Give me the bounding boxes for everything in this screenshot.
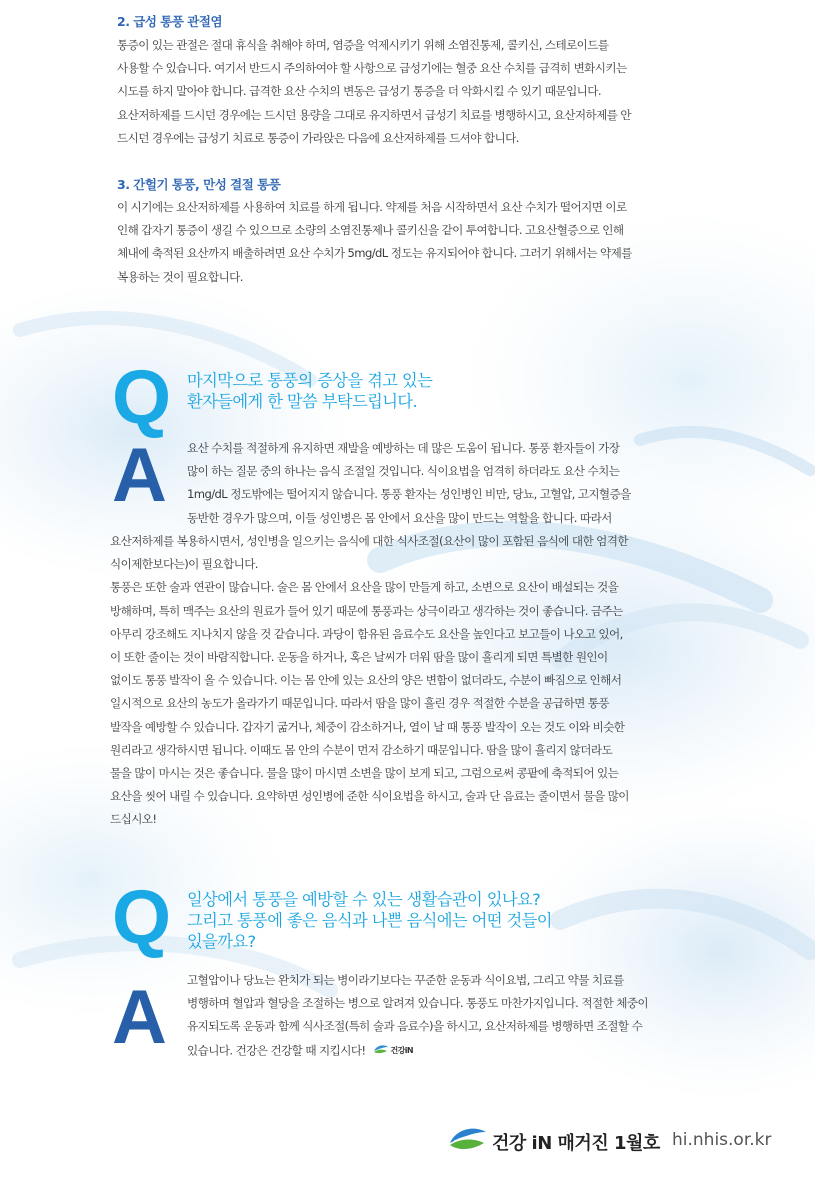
text-line: 통증이 있는 관절은 절대 휴식을 취해야 하며, 염증을 억제시키기 위해 소염진통제, 콜키신, 스테로이드를 (117, 38, 609, 52)
text-line: 사용할 수 있습니다. 여기서 반드시 주의하여야 할 사항으로 급성기에는 혈중 요산 수치를 급격히 변화시키는 (117, 61, 627, 76)
qa2-q-letter: Q (112, 875, 172, 960)
answer-line: 1mg/dL 정도밖에는 떨어지지 않습니다. 통풍 환자는 성인병인 비만, 당뇨, 고혈압, 고지혈증을 (187, 487, 631, 502)
text-line: 드시던 경우에는 급성기 치료로 통증이 가라앉은 다음에 요산저하제를 드셔야 합니다. (117, 130, 519, 145)
question-line: 마지막으로 통풍의 증상을 겪고 있는 (187, 371, 433, 390)
answer-line: 동반한 경우가 많으며, 이들 성인병은 몸 안에서 요산을 많이 만드는 역할을 합니다. 따라서 (187, 510, 612, 525)
question-line: 일상에서 통풍을 예방할 수 있는 생활습관이 있나요? (187, 890, 541, 909)
question-line: 환자들에게 한 말씀 부탁드립니다. (187, 392, 418, 411)
answer-line-with-logo (187, 1039, 648, 1063)
text-line: 시도를 하지 말아야 합니다. 급격한 요산 수치의 변동은 급성기 통증을 더 악화시킬 수 있기 때문입니다. (117, 84, 601, 99)
answer-line: 방해하며, 특히 맥주는 요산의 원료가 들어 있기 때문에 통풍과는 상극이라고 생각하는 것이 좋습니다. 금주는 (110, 603, 623, 618)
answer-line: 이 또한 줄이는 것이 바람직합니다. 운동을 하거나, 혹은 날씨가 더워 땀을 많이 흘리게 되면 특별한 원인이 (110, 650, 608, 665)
section-2-title: 2. 급성 통풍 관절염 (117, 14, 223, 29)
answer-line: 요산 수치를 적절하게 유지하면 재발을 예방하는 데 많은 도움이 됩니다. 통풍 환자들이 가장 (187, 441, 620, 455)
answer-line: 유지되도록 운동과 함께 식사조절(특히 술과 음료수)을 하시고, 요산저하제를 병행하면 조절할 수 (187, 1019, 643, 1034)
answer-line: 물을 많이 마시는 것은 좋습니다. 물을 많이 마시면 소변을 많이 보게 되고, 그럼으로써 콩팥에 축적되어 있는 (110, 766, 619, 781)
answer-line: 요산저하제를 복용하시면서, 성인병을 일으키는 음식에 대한 식사조절(요산이 많이 포함된 음식에 대한 엄격한 (110, 534, 628, 548)
answer-line: 고혈압이나 당뇨는 완치가 되는 병이라기보다는 꾸준한 운동과 식이요법, 그리고 약물 치료를 (187, 973, 624, 987)
health-in-leaf-logo-icon (448, 1125, 488, 1153)
answer-line: 아무리 강조해도 지나치지 않을 것 같습니다. 과당이 함유된 음료수도 요산을 높인다고 보고들이 나오고 있어, (110, 626, 623, 641)
qa1-answer-full (110, 530, 629, 832)
health-in-logo-small (373, 1038, 413, 1062)
inline-logo-text: 건강iN (390, 1045, 413, 1055)
answer-line: 없이도 통풍 발작이 올 수 있습니다. 이는 몸 안에 있는 요산의 양은 변함이 없더라도, 수분이 빠짐으로 인해서 (110, 673, 622, 688)
text-line: 체내에 축적된 요산까지 배출하려면 요산 수치가 5mg/dL 정도는 유지되어야 합니다. 그러기 위해서는 약제를 (117, 246, 632, 261)
text-line: 이 시기에는 요산저하제를 사용하여 치료를 하게 됩니다. 약제를 처음 시작하면서 요산 수치가 떨어지면 이로 (117, 200, 627, 214)
qa1-question (187, 370, 432, 412)
answer-line: 원리라고 생각하시면 됩니다. 이때도 몸 안의 수분이 먼저 감소하기 때문입니다. 땀을 많이 흘리지 않더라도 (110, 742, 613, 757)
footer-brand: 건강 iN 매거진 1월호 (492, 1133, 660, 1154)
answer-line: 식이제한보다는)이 필요합니다. (110, 557, 258, 572)
answer-line: 통풍은 또한 술과 연관이 많습니다. 술은 몸 안에서 요산을 많이 만들게 하고, 소변으로 요산이 배설되는 것을 (110, 580, 619, 595)
qa2-a-letter: A (112, 975, 167, 1060)
question-line: 그리고 통풍에 좋은 음식과 나쁜 음식에는 어떤 것들이 (187, 911, 552, 930)
question-line: 있을까요? (187, 932, 256, 951)
leaf-logo-icon (373, 1044, 389, 1054)
answer-line: 일시적으로 요산의 농도가 올라가기 때문입니다. 따라서 땀을 많이 흘린 경우 적절한 수분을 공급하면 통풍 (110, 696, 609, 711)
qa1-a-letter: A (112, 433, 167, 518)
answer-line: 드십시오! (110, 812, 157, 827)
text-line: 요산저하제를 드시던 경우에는 드시던 용량을 그대로 유지하면서 급성기 치료를 병행하시고, 요산저하제를 안 (117, 107, 632, 122)
section-2-text (117, 34, 712, 150)
section-3-text (117, 196, 712, 289)
text-line: 복용하는 것이 필요합니다. (117, 269, 243, 284)
answer-line: 많이 하는 질문 중의 하나는 음식 조절일 것입니다. 식이요법을 엄격히 하더라도 요산 수치는 (187, 464, 620, 479)
answer-line: 요산을 씻어 내릴 수 있습니다. 요약하면 성인병에 준한 식이요법을 하시고, 술과 단 음료는 줄이면서 물을 많이 (110, 789, 629, 804)
qa1-q-letter: Q (112, 355, 172, 440)
answer-line-text: 있습니다. 건강은 건강할 때 지킵시다! (187, 1043, 366, 1058)
footer (448, 1123, 788, 1157)
text-line: 인해 갑자기 통증이 생길 수 있으므로 소량의 소염진통제나 콜키신을 같이 투여합니다. 고요산혈증으로 인해 (117, 223, 624, 238)
qa1-answer-indented (187, 437, 631, 530)
section-3-title: 3. 간헐기 통풍, 만성 결절 통풍 (117, 177, 281, 192)
footer-url[interactable]: hi.nhis.or.kr (672, 1130, 772, 1150)
answer-line: 병행하며 혈압과 혈당을 조절하는 병으로 알려져 있습니다. 통풍도 마찬가지입니다. 적절한 체중이 (187, 996, 649, 1011)
answer-line: 발작을 예방할 수 있습니다. 갑자기 굶거나, 체중이 감소하거나, 열이 날 때 통풍 발작이 오는 것도 이와 비슷한 (110, 719, 625, 734)
qa2-question (187, 889, 552, 952)
qa2-answer (187, 969, 648, 1063)
